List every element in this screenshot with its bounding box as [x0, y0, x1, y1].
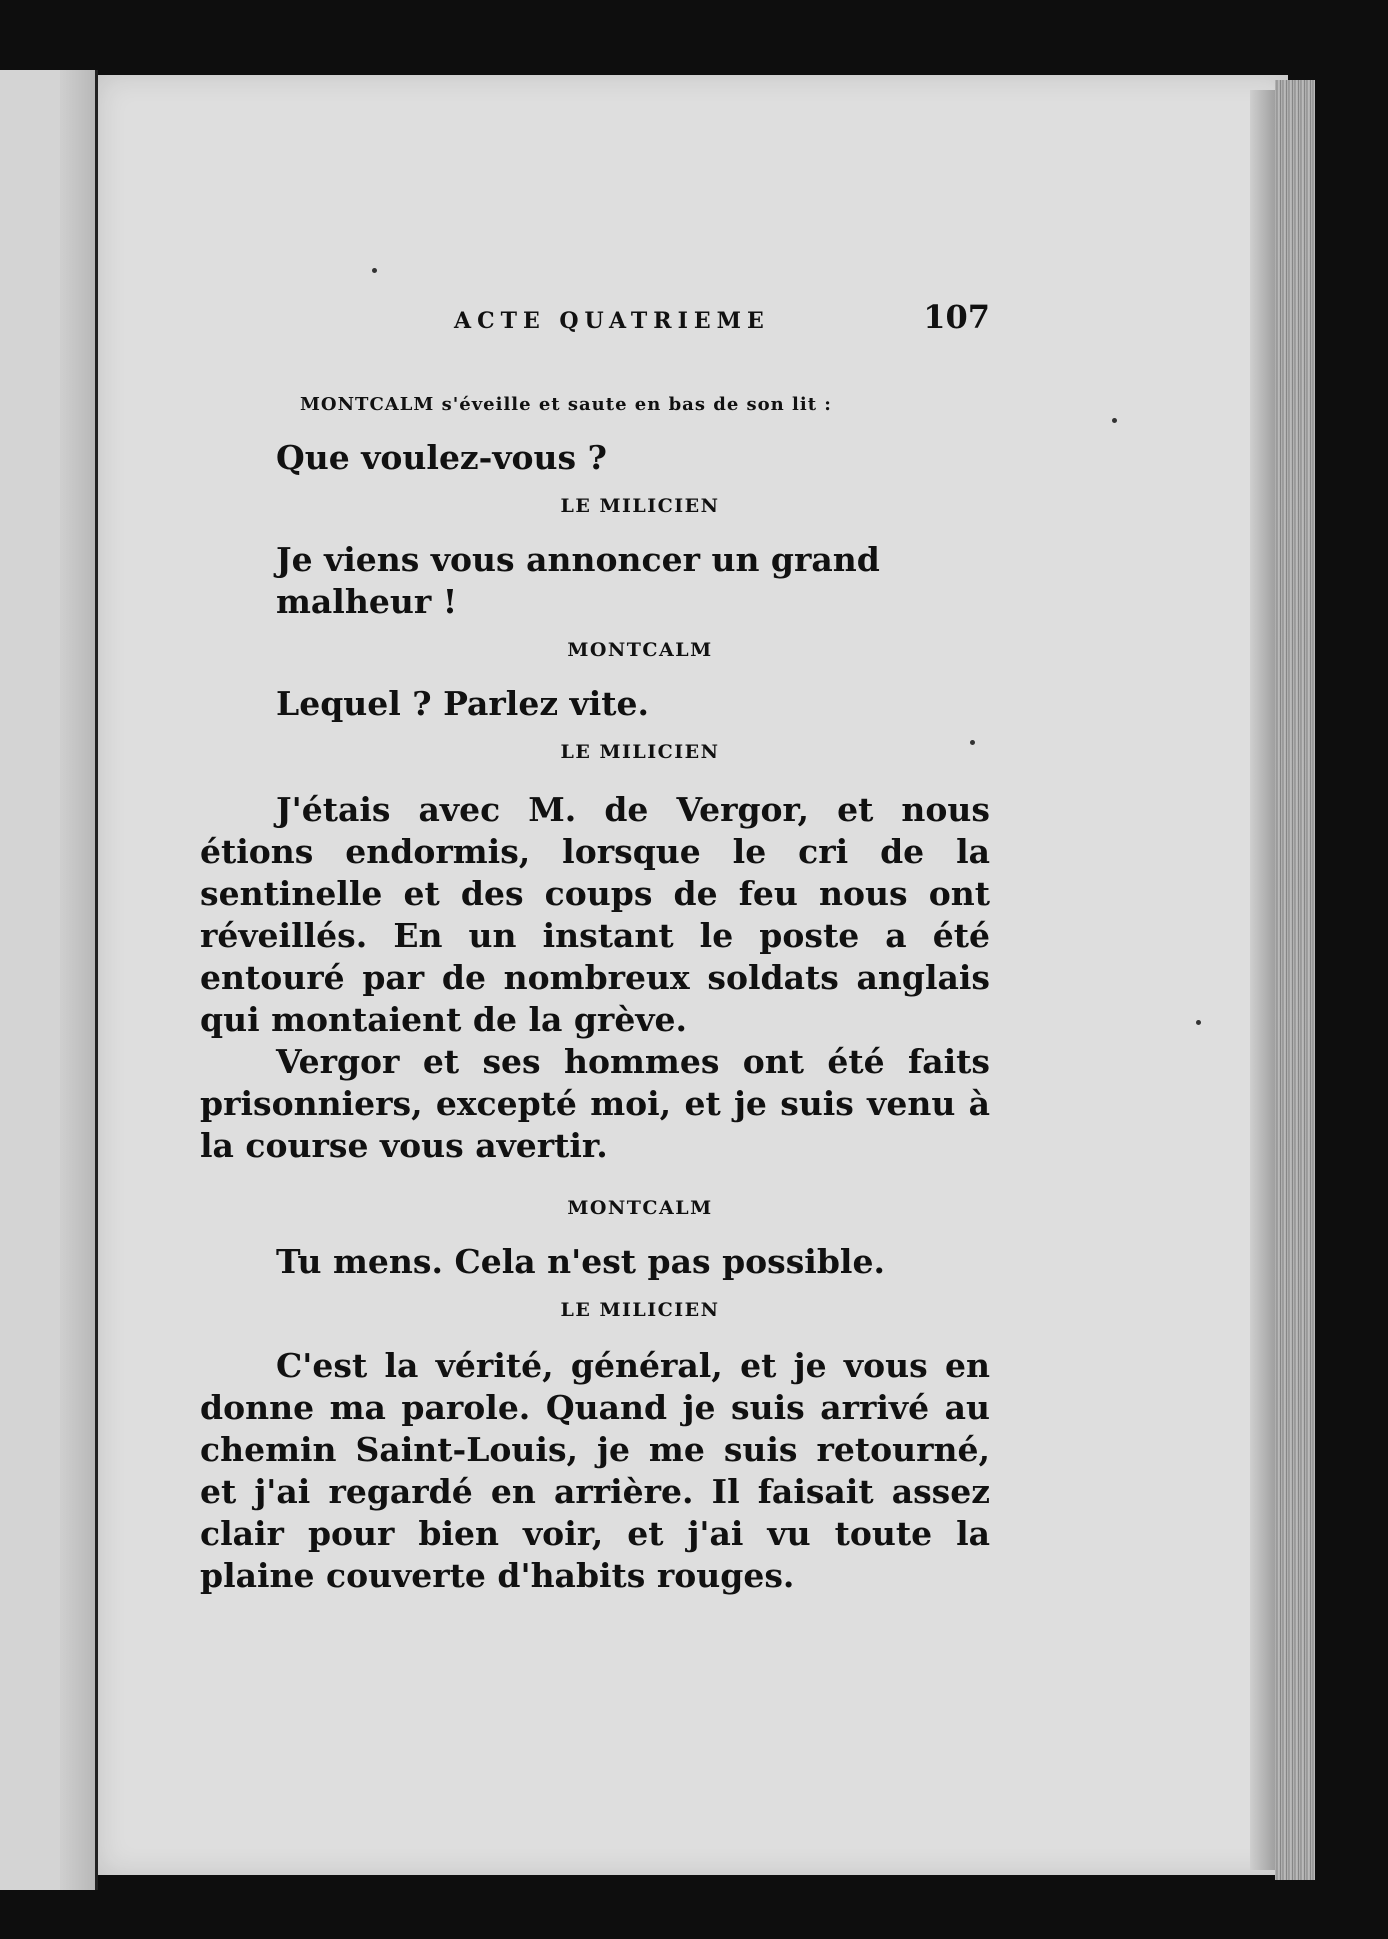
speech-line: Tu mens. Cela n'est pas possible. [276, 1242, 885, 1281]
page-curl [1250, 90, 1278, 1870]
left-page-edge [0, 70, 98, 1890]
page-content [200, 290, 990, 1597]
left-page-gutter [60, 70, 95, 1890]
speck [1112, 418, 1117, 423]
page-number: 107 [923, 298, 990, 336]
running-title: ACTE QUATRIEME [454, 308, 770, 334]
speech-line: Je viens vous annoncer un grand malheur ! [276, 540, 880, 621]
speck [372, 268, 377, 273]
speech-line: Que voulez-vous ? [276, 438, 607, 477]
paragraph: C'est la vérité, général, et je vous en donne ma parole. Quand je suis arrivé au chemin Saint-Louis, je me suis retourné, et j'ai regardé en arrière. Il faisait assez clair pour bien voir, et j'ai vu toute la plaine couverte d'habits rouges. [200, 1346, 990, 1595]
paragraph: J'étais avec M. de Vergor, et nous étions endormis, lorsque le cri de la sentinelle et des coups de feu nous ont réveillés. En un instant le poste a été entouré par de nombreux soldats anglais qui montaient de la grève. [200, 790, 990, 1039]
speaker-name: LE MILICIEN [560, 1299, 720, 1321]
speck [1196, 1020, 1201, 1025]
speaker-name: MONTCALM [567, 639, 713, 661]
speaker-name: LE MILICIEN [560, 741, 720, 763]
speaker-name: LE MILICIEN [560, 495, 720, 517]
paragraph: Vergor et ses hommes ont été faits prisonniers, excepté moi, et je suis venu à la course vous avertir. [200, 1042, 990, 1165]
running-head [200, 290, 990, 350]
speaker-name: MONTCALM [567, 1197, 713, 1219]
stage-direction: MONTCALM s'éveille et saute en bas de son lit : [300, 394, 832, 415]
page-stack-edge [1275, 80, 1315, 1880]
speech-line: Lequel ? Parlez vite. [276, 684, 650, 723]
